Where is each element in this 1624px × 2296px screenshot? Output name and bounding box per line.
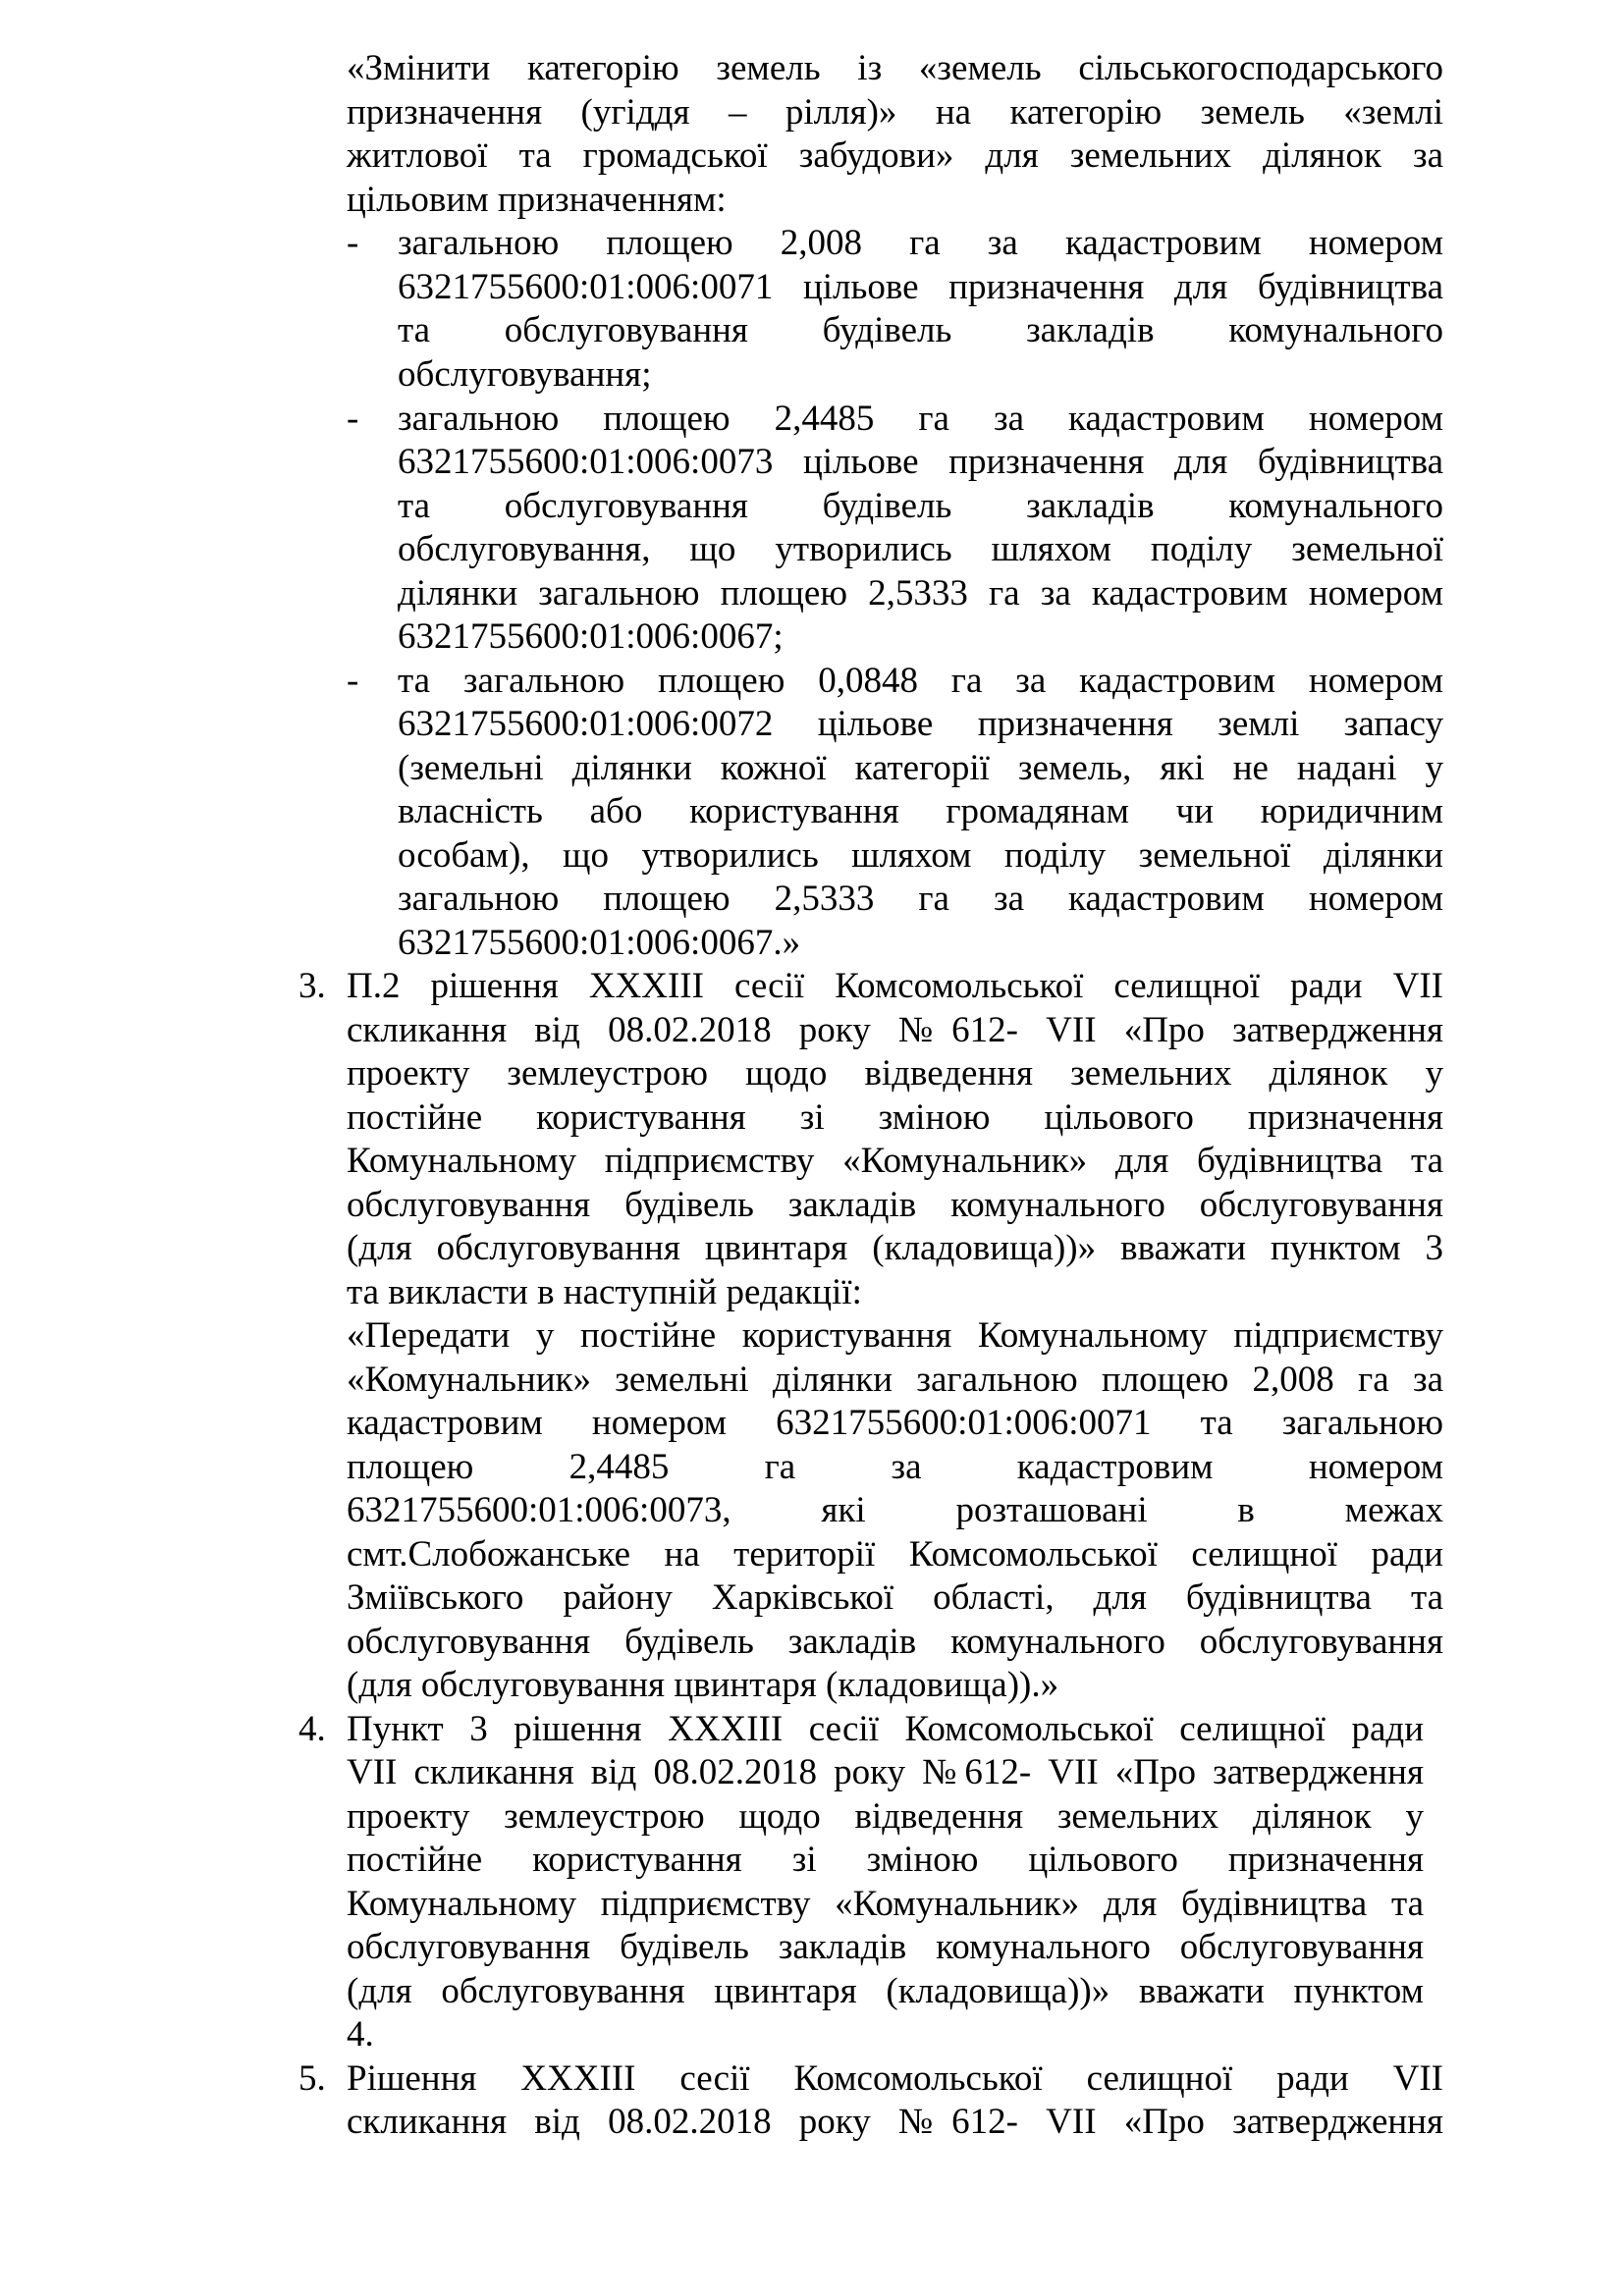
item-line: 4. [347,2014,374,2055]
item-line: обслуговування будівель закладів комунального обслуговування [347,1927,1424,1967]
item-line: скликання від 08.02.2018 року №612- VII «Про затвердження [347,1010,1443,1050]
bullet-line: обслуговування; [398,354,652,395]
item-line: 6321755600:01:006:0073, які розташовані в межах [347,1490,1443,1530]
bullet-line: обслуговування, що утворились шляхом поділу земельної [398,529,1443,569]
item-line: Рішення ХХХІІІ сесії Комсомольської селищної ради VII [347,2058,1443,2099]
intro-line: житлової та громадської забудови» для земельних ділянок за [347,135,1443,176]
item-line: скликання від 08.02.2018 року №612- VII «Про затвердження [347,2102,1443,2142]
bullet-line: (земельні ділянки кожної категорії земель, які не надані у [398,748,1443,788]
bullet-line: загальною площею 2,008 га за кадастровим номером [398,223,1443,263]
bullet-marker: - [347,661,359,701]
item-line: Пункт 3 рішення ХХХІІІ сесії Комсомольської селищної ради [347,1709,1424,1749]
intro-line: цільовим призначенням: [347,180,727,220]
item-number: 3. [298,966,326,1006]
bullet-line: власність або користування громадянам чи юридичним [398,791,1443,831]
item-line: (для обслуговування цвинтаря (кладовища))» вважати пунктом 3 [347,1228,1443,1268]
bullet-line: особам), що утворились шляхом поділу земельної ділянки [398,835,1443,876]
item-line: VII скликання від 08.02.2018 року №612- VII «Про затвердження [347,1752,1424,1792]
bullet-line: загальною площею 2,5333 га за кадастровим номером [398,879,1443,919]
bullet-line: та обслуговування будівель закладів комунального [398,486,1443,526]
item-line: смт.Слобожанське на території Комсомольської селищної ради [347,1534,1443,1575]
bullet-marker: - [347,223,359,263]
item-line: площею 2,4485 га за кадастровим номером [347,1447,1443,1487]
item-line: кадастровим номером 6321755600:01:006:0071 та загальною [347,1403,1443,1443]
item-line: (для обслуговування цвинтаря (кладовища))» вважати пунктом [347,1971,1424,2011]
item-line: проекту землеустрою щодо відведення земельних ділянок у [347,1796,1424,1837]
item-number: 5. [298,2058,326,2099]
bullet-line: загальною площею 2,4485 га за кадастровим номером [398,399,1443,439]
item-line: Зміївського району Харківської області, для будівництва та [347,1577,1443,1618]
item-line: постійне користування зі зміною цільового призначення [347,1097,1443,1138]
item-line: постійне користування зі зміною цільового призначення [347,1840,1424,1880]
bullet-marker: - [347,399,359,439]
item-line: та викласти в наступній редакції: [347,1272,862,1312]
bullet-line: 6321755600:01:006:0072 цільове призначення землі запасу [398,704,1443,744]
intro-line: «Змінити категорію земель із «земель сільськогосподарського [347,48,1443,88]
bullet-line: ділянки загальною площею 2,5333 га за кадастровим номером [398,573,1443,614]
bullet-line: та обслуговування будівель закладів комунального [398,310,1443,350]
bullet-line: 6321755600:01:006:0067.» [398,923,801,963]
intro-line: призначення (угіддя – рілля)» на категорію земель «землі [347,92,1443,133]
bullet-line: та загальною площею 0,0848 га за кадастровим номером [398,661,1443,701]
item-line: Комунальному підприємству «Комунальник» для будівництва та [347,1884,1424,1924]
item-line: Комунальному підприємству «Комунальник» для будівництва та [347,1141,1443,1181]
bullet-line: 6321755600:01:006:0073 цільове призначення для будівництва [398,442,1443,482]
bullet-line: 6321755600:01:006:0071 цільове призначення для будівництва [398,267,1443,307]
item-line: «Передати у постійне користування Комунальному підприємству [347,1315,1443,1356]
bullet-line: 6321755600:01:006:0067; [398,616,784,657]
item-line: «Комунальник» земельні ділянки загальною площею 2,008 га за [347,1360,1443,1400]
item-number: 4. [298,1709,326,1749]
item-line: П.2 рішення ХХХІІІ сесії Комсомольської селищної ради VII [347,966,1443,1006]
item-line: (для обслуговування цвинтаря (кладовища)).» [347,1665,1059,1705]
item-line: обслуговування будівель закладів комунального обслуговування [347,1185,1443,1225]
item-line: проекту землеустрою щодо відведення земельних ділянок у [347,1053,1443,1094]
item-line: обслуговування будівель закладів комунального обслуговування [347,1622,1443,1662]
